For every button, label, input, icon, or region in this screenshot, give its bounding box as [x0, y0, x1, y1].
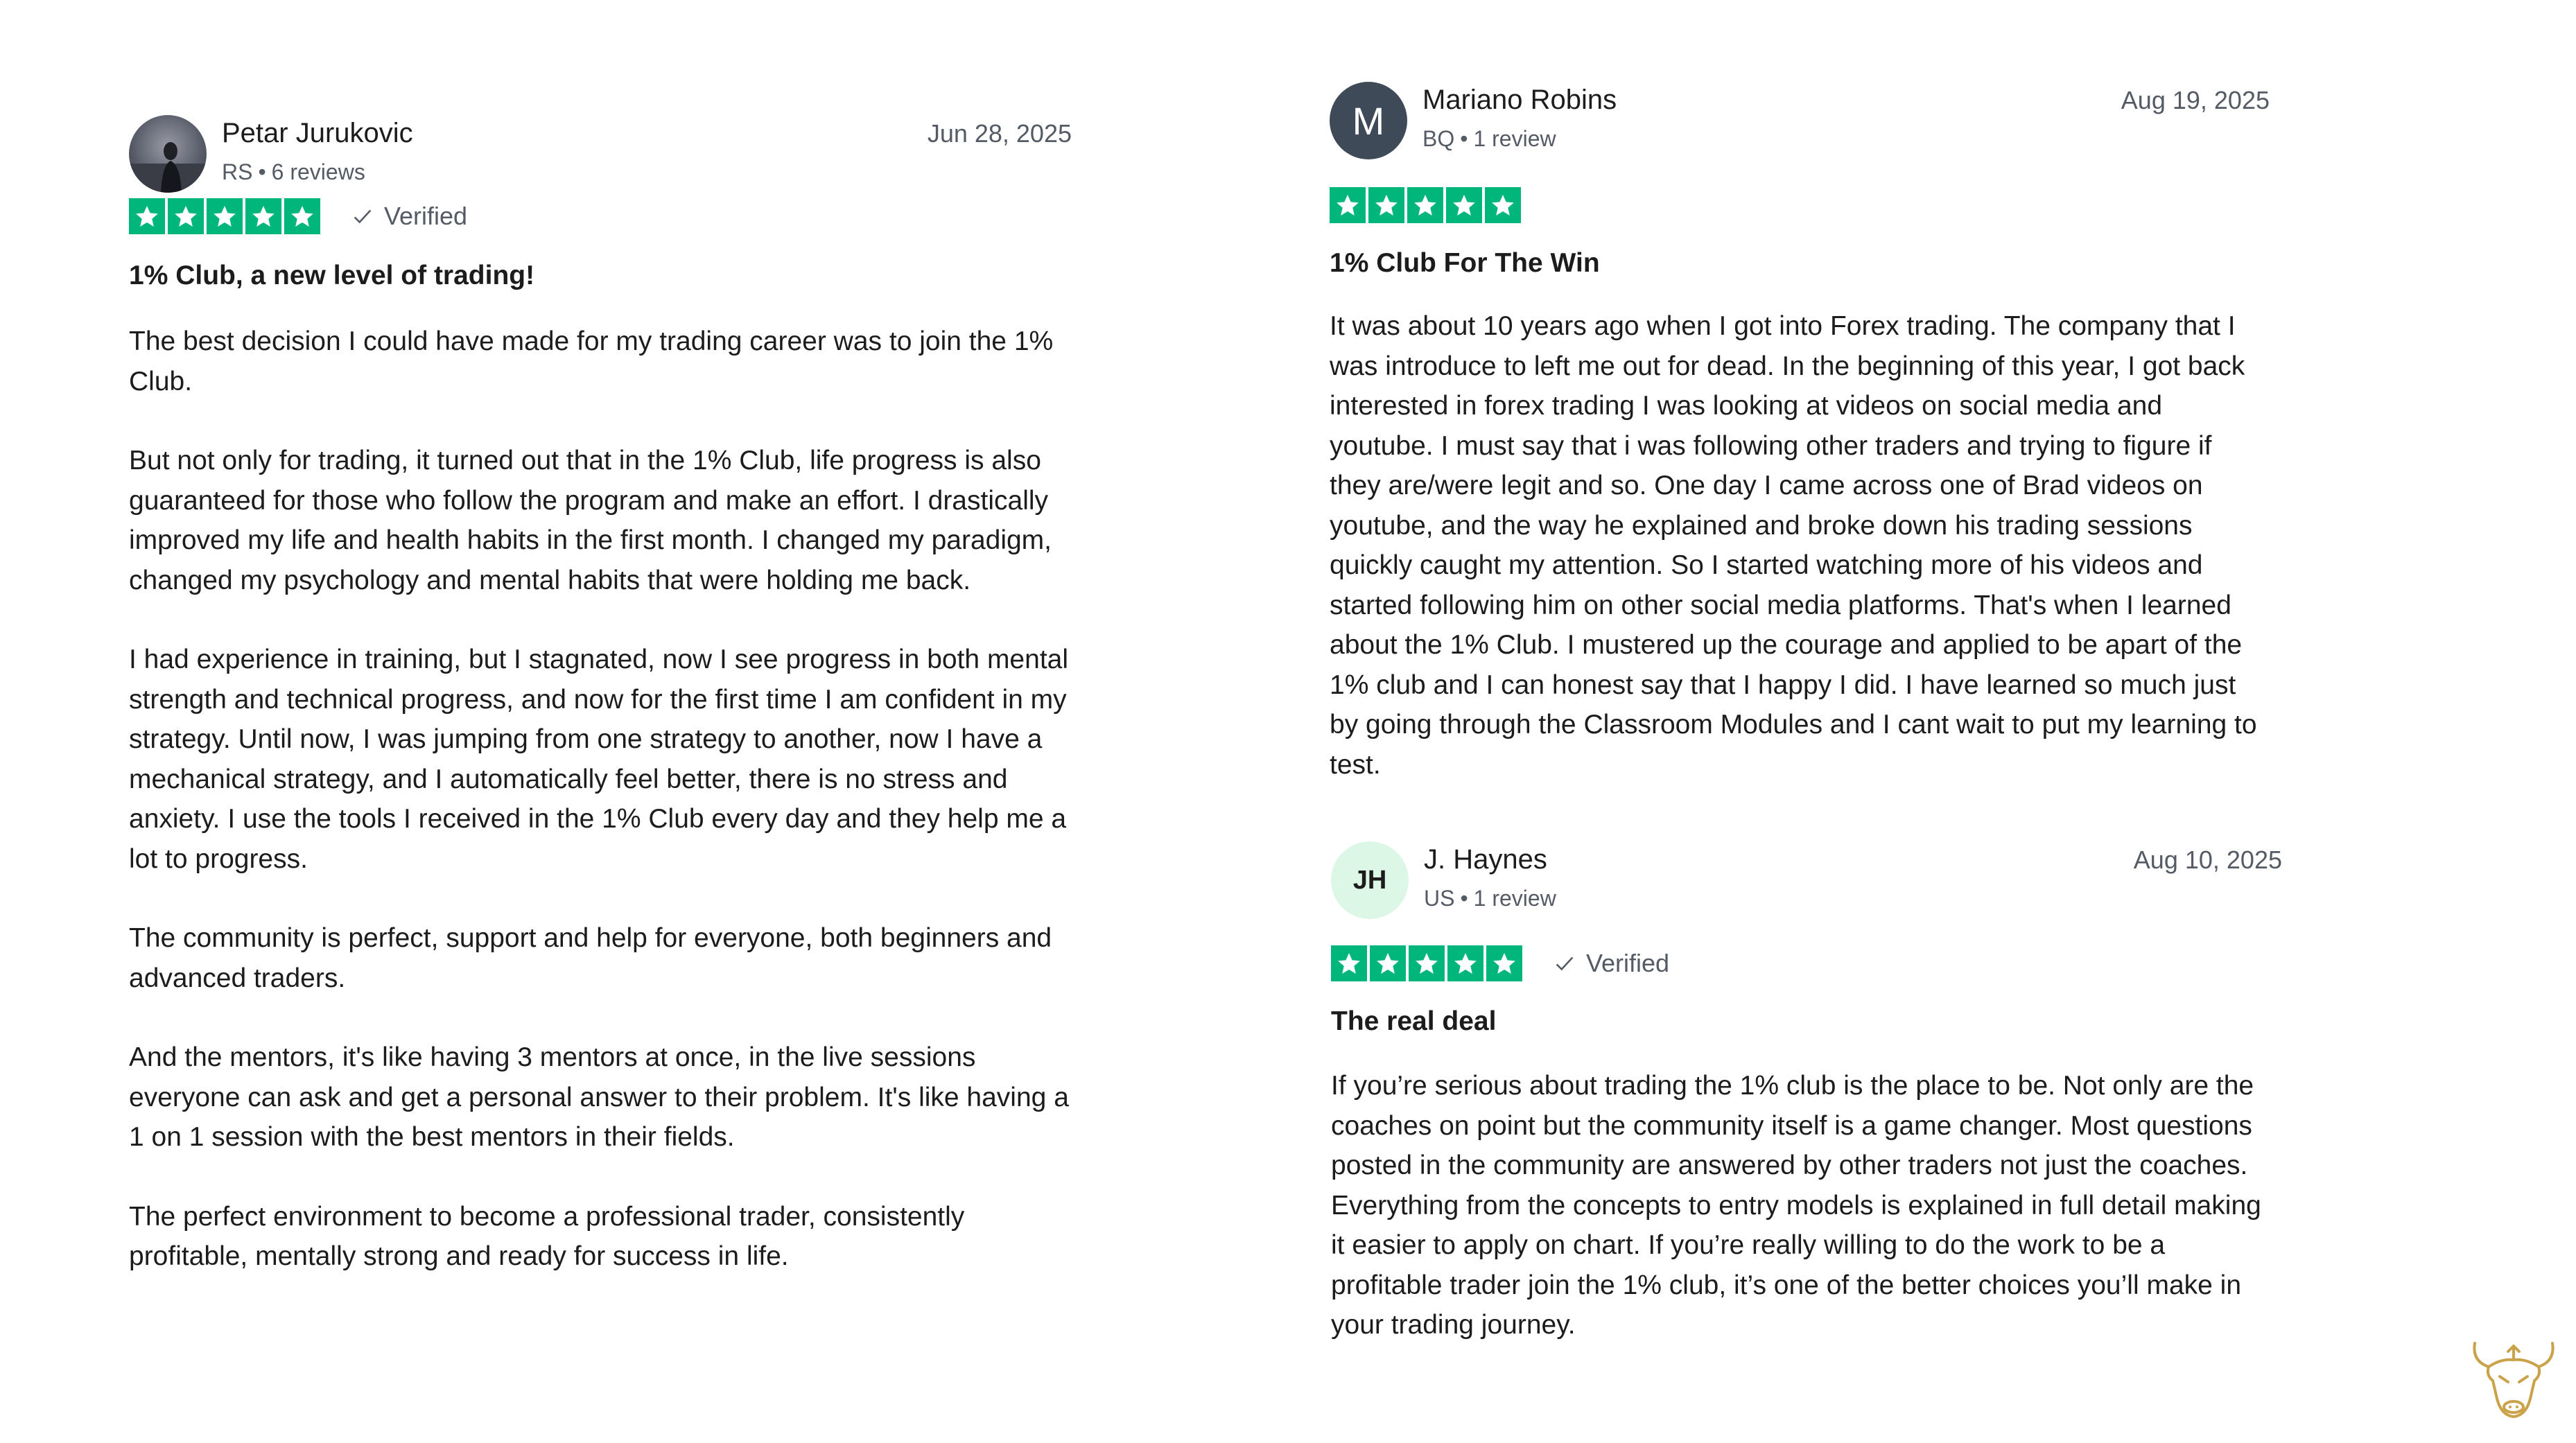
star-icon — [1446, 187, 1482, 223]
star-icon — [168, 198, 204, 234]
reviewer-country: BQ — [1422, 126, 1455, 151]
star-rating — [129, 198, 320, 234]
star-icon — [1447, 945, 1483, 981]
star-icon — [1485, 187, 1521, 223]
reviewer-avatar[interactable] — [129, 115, 207, 193]
reviewer-review-count: 1 review — [1473, 886, 1556, 911]
separator-dot: • — [258, 159, 266, 184]
reviewer-review-count: 6 reviews — [271, 159, 365, 184]
review-paragraph: It was about 10 years ago when I got into Forex trading. The company that I was introduce to left me out for dead. In the beginning of this year, I got back interested in forex trading I was looking at videos on social media and youtube. I must say that i was following other traders and trying to figure if they are/were legit and so. One day I came across one of Brad videos on youtube, and the way he explained and broke down his trading sessions quickly caught my attention. So I started watching more of his videos and started following him on other social media platforms. That's when I learned about the 1% Club. I mustered up the courage and applied to be apart of the 1% club and I can honest say that I happy I did. I have learned so much just by going through the Classroom Modules and I cant wait to put my learning to test. — [1330, 311, 2257, 780]
reviewer-meta — [222, 159, 365, 185]
review-paragraph: The community is perfect, support and help for everyone, both beginners and advanced traders. — [129, 923, 1052, 993]
star-icon — [1330, 187, 1366, 223]
rating-row — [1330, 187, 2270, 223]
star-icon — [1331, 945, 1367, 981]
star-rating — [1331, 945, 1522, 981]
review-header — [1330, 82, 2270, 165]
star-icon — [1368, 187, 1404, 223]
review-header — [129, 115, 1072, 198]
review-title[interactable]: 1% Club, a new level of trading! — [129, 261, 535, 290]
verified-badge[interactable] — [1553, 949, 1669, 978]
reviewer-name[interactable]: Petar Jurukovic — [222, 118, 413, 148]
review-body — [1330, 306, 2270, 785]
review-paragraph: And the mentors, it's like having 3 mentors at once, in the live sessions everyone can ask and get a personal answer to their problem. It's like having a 1 on 1 session with the best mentors in their fields. — [129, 1042, 1069, 1152]
star-icon — [129, 198, 165, 234]
bull-logo-icon — [2465, 1331, 2562, 1428]
checkmark-icon — [351, 204, 374, 228]
rating-row — [129, 198, 1072, 234]
verified-badge[interactable] — [351, 202, 467, 231]
star-icon — [207, 198, 243, 234]
review-paragraph: But not only for trading, it turned out that in the 1% Club, life progress is also guaranteed for those who follow the program and make an effort. I drastically improved my life and health habits in the first month. I changed my paradigm, changed my psychology and mental habits that were holding me back. — [129, 446, 1052, 595]
review-date: Jun 28, 2025 — [927, 119, 1072, 148]
reviewer-name[interactable]: Mariano Robins — [1422, 85, 1617, 115]
review-card — [1330, 82, 2270, 785]
reviewer-country: US — [1424, 886, 1455, 911]
reviewer-avatar[interactable]: M — [1330, 82, 1407, 159]
star-icon — [1409, 945, 1445, 981]
review-title[interactable]: 1% Club For The Win — [1330, 248, 1600, 278]
review-paragraph: If you’re serious about trading the 1% club is the place to be. Not only are the coaches on point but the community itself is a game changer. Most questions posted in the community are answered by other traders not just the coaches. Everything from the concepts to entry models is explained in full detail making it easier to apply on chart. If you’re really willing to do the work to be a profitable trader join the 1% club, it’s one of the better choices you’ll make in your trading journey. — [1331, 1071, 2261, 1340]
star-icon — [1407, 187, 1443, 223]
review-paragraph: I had experience in training, but I stagnated, now I see progress in both mental strength and technical progress, and now for the first time I am confident in my strategy. Until now, I was jumping from one strategy to another, now I have a mechanical strategy, and I automatically feel better, there is no stress and anxiety. I use the tools I received in the 1% Club every day and they help me a lot to progress. — [129, 645, 1069, 874]
review-paragraph: The best decision I could have made for my trading career was to join the 1% Club. — [129, 326, 1054, 396]
separator-dot: • — [1460, 126, 1468, 151]
separator-dot: • — [1460, 886, 1468, 911]
rating-row — [1331, 945, 2282, 981]
star-icon — [284, 198, 320, 234]
reviewer-meta — [1424, 886, 1556, 911]
reviewer-meta — [1422, 126, 1556, 152]
reviewer-name[interactable]: J. Haynes — [1424, 844, 1547, 875]
reviewer-country: RS — [222, 159, 253, 184]
review-title[interactable]: The real deal — [1331, 1006, 1497, 1036]
review-date: Aug 10, 2025 — [2133, 846, 2282, 874]
review-date: Aug 19, 2025 — [2121, 86, 2270, 114]
review-header — [1331, 841, 2282, 925]
star-icon — [1370, 945, 1406, 981]
verified-label: Verified — [1586, 949, 1670, 977]
star-icon — [1486, 945, 1522, 981]
review-card — [129, 115, 1072, 1277]
brand-logo — [2465, 1331, 2562, 1428]
review-card — [1331, 841, 2282, 1345]
review-body — [129, 322, 1072, 1277]
star-rating — [1330, 187, 1521, 223]
person-silhouette-icon — [129, 115, 207, 193]
reviewer-avatar[interactable]: JH — [1331, 841, 1409, 919]
star-icon — [245, 198, 281, 234]
review-body — [1331, 1066, 2282, 1345]
verified-label: Verified — [384, 202, 468, 230]
reviewer-review-count: 1 review — [1473, 126, 1556, 151]
checkmark-icon — [1553, 952, 1576, 975]
review-paragraph: The perfect environment to become a professional trader, consistently profitable, mentally strong and ready for success in life. — [129, 1201, 965, 1271]
